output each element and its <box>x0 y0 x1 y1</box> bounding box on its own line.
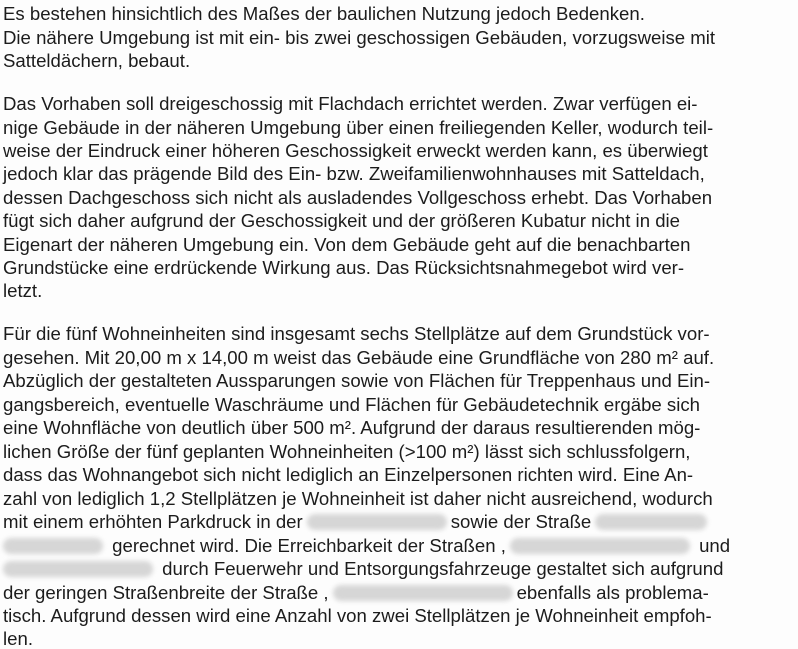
text-line: Satteldächern, bebaut. <box>3 50 191 71</box>
text-segment: der geringen Straßenbreite der Straße , <box>3 582 329 603</box>
text-line <box>3 511 793 533</box>
text-line: letzt. <box>3 280 43 301</box>
text-line: lichen Größe der fünf geplanten Wohneinheiten (>100 m²) lässt sich schlussfolgern, <box>3 441 691 462</box>
text-line <box>3 558 793 580</box>
text-line: Die nähere Umgebung ist mit ein- bis zwei geschossigen Gebäuden, vorzugsweise mit <box>3 27 716 48</box>
text-segment: gerechnet wird. Die Erreichbarkeit der Straßen , <box>112 535 506 556</box>
text-segment: ebenfalls als problema- <box>516 582 709 603</box>
text-line: weise der Eindruck einer höheren Geschossigkeit erweckt werden kann, es überwiegt <box>3 140 708 161</box>
redaction-mark <box>307 514 447 530</box>
text-segment: mit einem erhöhten Parkdruck in der <box>3 511 303 532</box>
text-line: dessen Dachgeschoss sich nicht als ausladendes Vollgeschoss erhebt. Das Vorhaben <box>3 187 713 208</box>
text-line <box>3 582 793 604</box>
text-line: nige Gebäude in der näheren Umgebung über einen freiliegenden Keller, wodurch teil- <box>3 117 714 138</box>
text-line: Abzüglich der gestalteten Aussparungen sowie von Flächen für Treppenhaus und Ein- <box>3 370 711 391</box>
redaction-mark <box>595 514 707 530</box>
text-line: tisch. Aufgrund dessen wird eine Anzahl von zwei Stellplätzen je Wohneinheit empfoh- <box>3 605 712 626</box>
text-line: gesehen. Mit 20,00 m x 14,00 m weist das Gebäude eine Grundfläche von 280 m² auf. <box>3 347 715 368</box>
text-line: fügt sich daher aufgrund der Geschossigkeit und der größeren Kubatur nicht in die <box>3 210 681 231</box>
text-line: dass das Wohnangebot sich nicht lediglich an Einzelpersonen richten wird. Eine An- <box>3 464 694 485</box>
text-line: Grundstücke eine erdrückende Wirkung aus. Das Rücksichtsnahmegebot wird ver- <box>3 257 685 278</box>
text-line: gangsbereich, eventuelle Waschräume und Flächen für Gebäudetechnik ergäbe sich <box>3 394 701 415</box>
redaction-mark <box>3 561 153 577</box>
text-line: Das Vorhaben soll dreigeschossig mit Flachdach errichtet werden. Zwar verfügen ei- <box>3 93 698 114</box>
text-line: jedoch klar das prägende Bild des Ein- bzw. Zweifamilienwohnhauses mit Satteldach, <box>3 163 705 184</box>
redaction-mark <box>510 538 690 554</box>
text-line: Für die fünf Wohneinheiten sind insgesamt sechs Stellplätze auf dem Grundstück vor- <box>3 323 710 344</box>
text-segment: und <box>699 535 731 556</box>
text-line: Es bestehen hinsichtlich des Maßes der baulichen Nutzung jedoch Bedenken. <box>3 3 645 24</box>
text-segment: durch Feuerwehr und Entsorgungsfahrzeuge gestaltet sich aufgrund <box>162 558 724 579</box>
text-line: zahl von lediglich 1,2 Stellplätzen je Wohneinheit ist daher nicht ausreichend, wodurch <box>3 488 713 509</box>
redaction-mark <box>333 585 513 601</box>
redaction-mark <box>3 538 103 554</box>
text-line <box>3 535 793 557</box>
text-line: Eigenart der näheren Umgebung ein. Von dem Gebäude geht auf die benachbarten <box>3 234 691 255</box>
text-line: len. <box>3 628 33 649</box>
text-segment: sowie der Straße <box>450 511 592 532</box>
text-line: eine Wohnfläche von deutlich über 500 m². Aufgrund der daraus resultierenden mög- <box>3 417 701 438</box>
